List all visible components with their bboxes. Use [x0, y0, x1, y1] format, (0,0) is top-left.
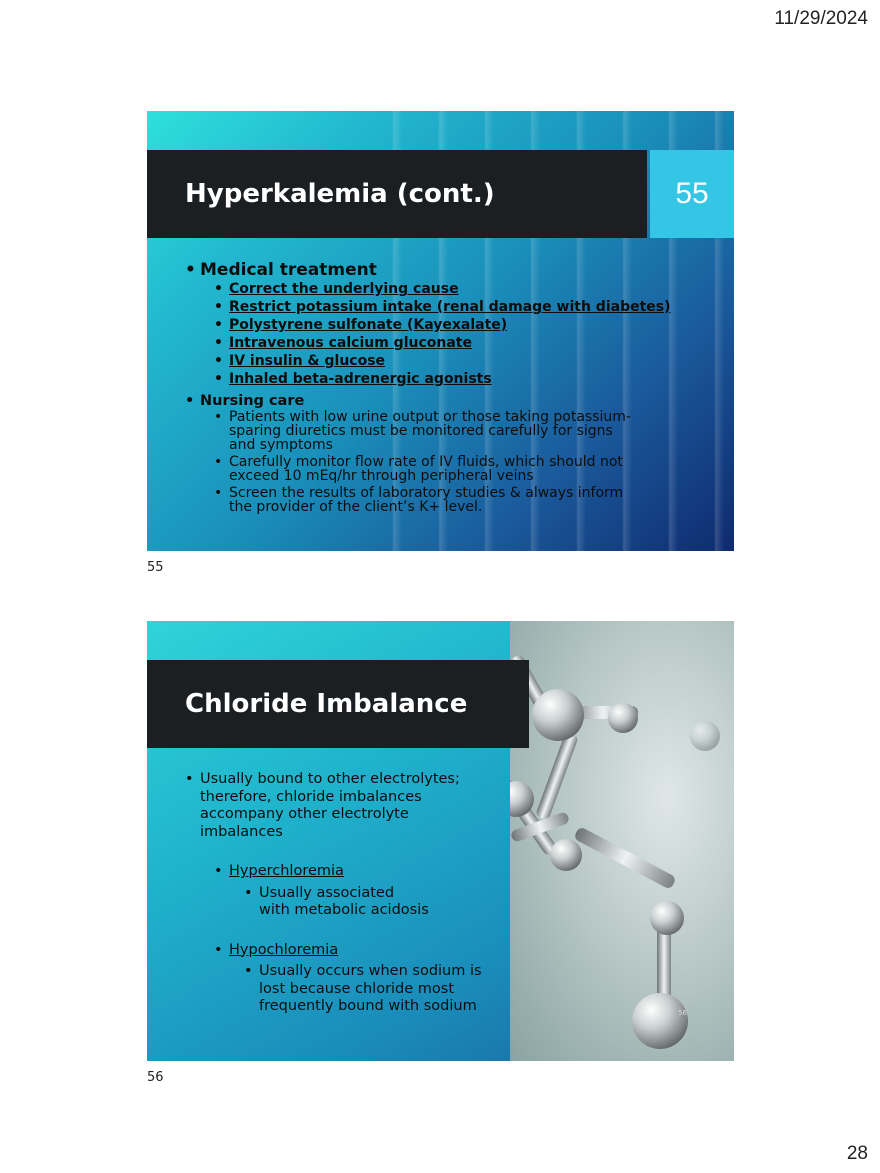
list-item	[229, 370, 725, 388]
section-heading: Medical treatment	[200, 260, 377, 280]
list-item-text: Carefully monitor flow rate of IV fluids, which should not exceed 10 mEq/hr through peripheral veins	[229, 454, 623, 484]
list-item-text: Patients with low urine output or those taking potassium-sparing diuretics must be monitored carefully for signs and symptoms	[229, 409, 631, 453]
list-item	[229, 298, 725, 316]
intro-bullet	[200, 771, 485, 841]
list-item-text: Correct the underlying cause	[229, 281, 459, 297]
slide-body	[185, 771, 485, 1016]
intro-text: Usually bound to other electrolytes; therefore, chloride imbalances accompany other electrolyte imbalances	[200, 771, 460, 840]
list-item	[229, 352, 725, 370]
list-item	[229, 486, 635, 514]
list-item-text: IV insulin & glucose	[229, 353, 386, 369]
molecule-image	[510, 621, 734, 1061]
list-item-text: Intravenous calcium gluconate	[229, 335, 472, 351]
section-heading: Nursing care	[200, 393, 305, 409]
list-item	[229, 410, 635, 452]
subtopic-detail-text: Usually occurs when sodium is lost because chloride most frequently bound with sodium	[259, 963, 482, 1014]
list-item	[229, 316, 725, 334]
list-item-text: Screen the results of laboratory studies & always inform the provider of the client’s K+ level.	[229, 485, 624, 515]
image-caption: 56	[678, 1009, 687, 1017]
slide-title: Chloride Imbalance	[147, 660, 529, 748]
bullet-medical-treatment	[200, 260, 725, 388]
list-item	[229, 455, 635, 483]
list-item-text: Inhaled beta-adrenergic agonists	[229, 371, 492, 387]
subtopic-detail	[259, 963, 489, 1016]
list-item-text: Restrict potassium intake (renal damage with diabetes)	[229, 299, 671, 315]
subtopic-hyperchloremia	[229, 863, 485, 920]
slide-body	[185, 260, 725, 517]
subtopic-name: Hyperchloremia	[229, 863, 344, 879]
page-number: 28	[846, 1143, 868, 1164]
print-date: 11/29/2024	[774, 8, 868, 29]
subtopic-detail	[259, 885, 429, 920]
slide-chloride-imbalance	[147, 621, 734, 1061]
slide-title: Hyperkalemia (cont.)	[147, 150, 647, 238]
subtopic-name: Hypochloremia	[229, 941, 339, 958]
slide-number-box: 55	[650, 150, 734, 238]
list-item	[229, 280, 725, 298]
list-item	[229, 334, 725, 352]
subtopic-detail-text: Usually associated with metabolic acidosis	[259, 884, 429, 918]
slide-label: 55	[147, 560, 164, 575]
list-item-text: Polystyrene sulfonate (Kayexalate)	[229, 317, 508, 333]
slide-label: 56	[147, 1070, 164, 1085]
subtopic-hypochloremia	[229, 942, 485, 1016]
bullet-nursing-care	[200, 392, 725, 514]
slide-hyperkalemia	[147, 111, 734, 551]
